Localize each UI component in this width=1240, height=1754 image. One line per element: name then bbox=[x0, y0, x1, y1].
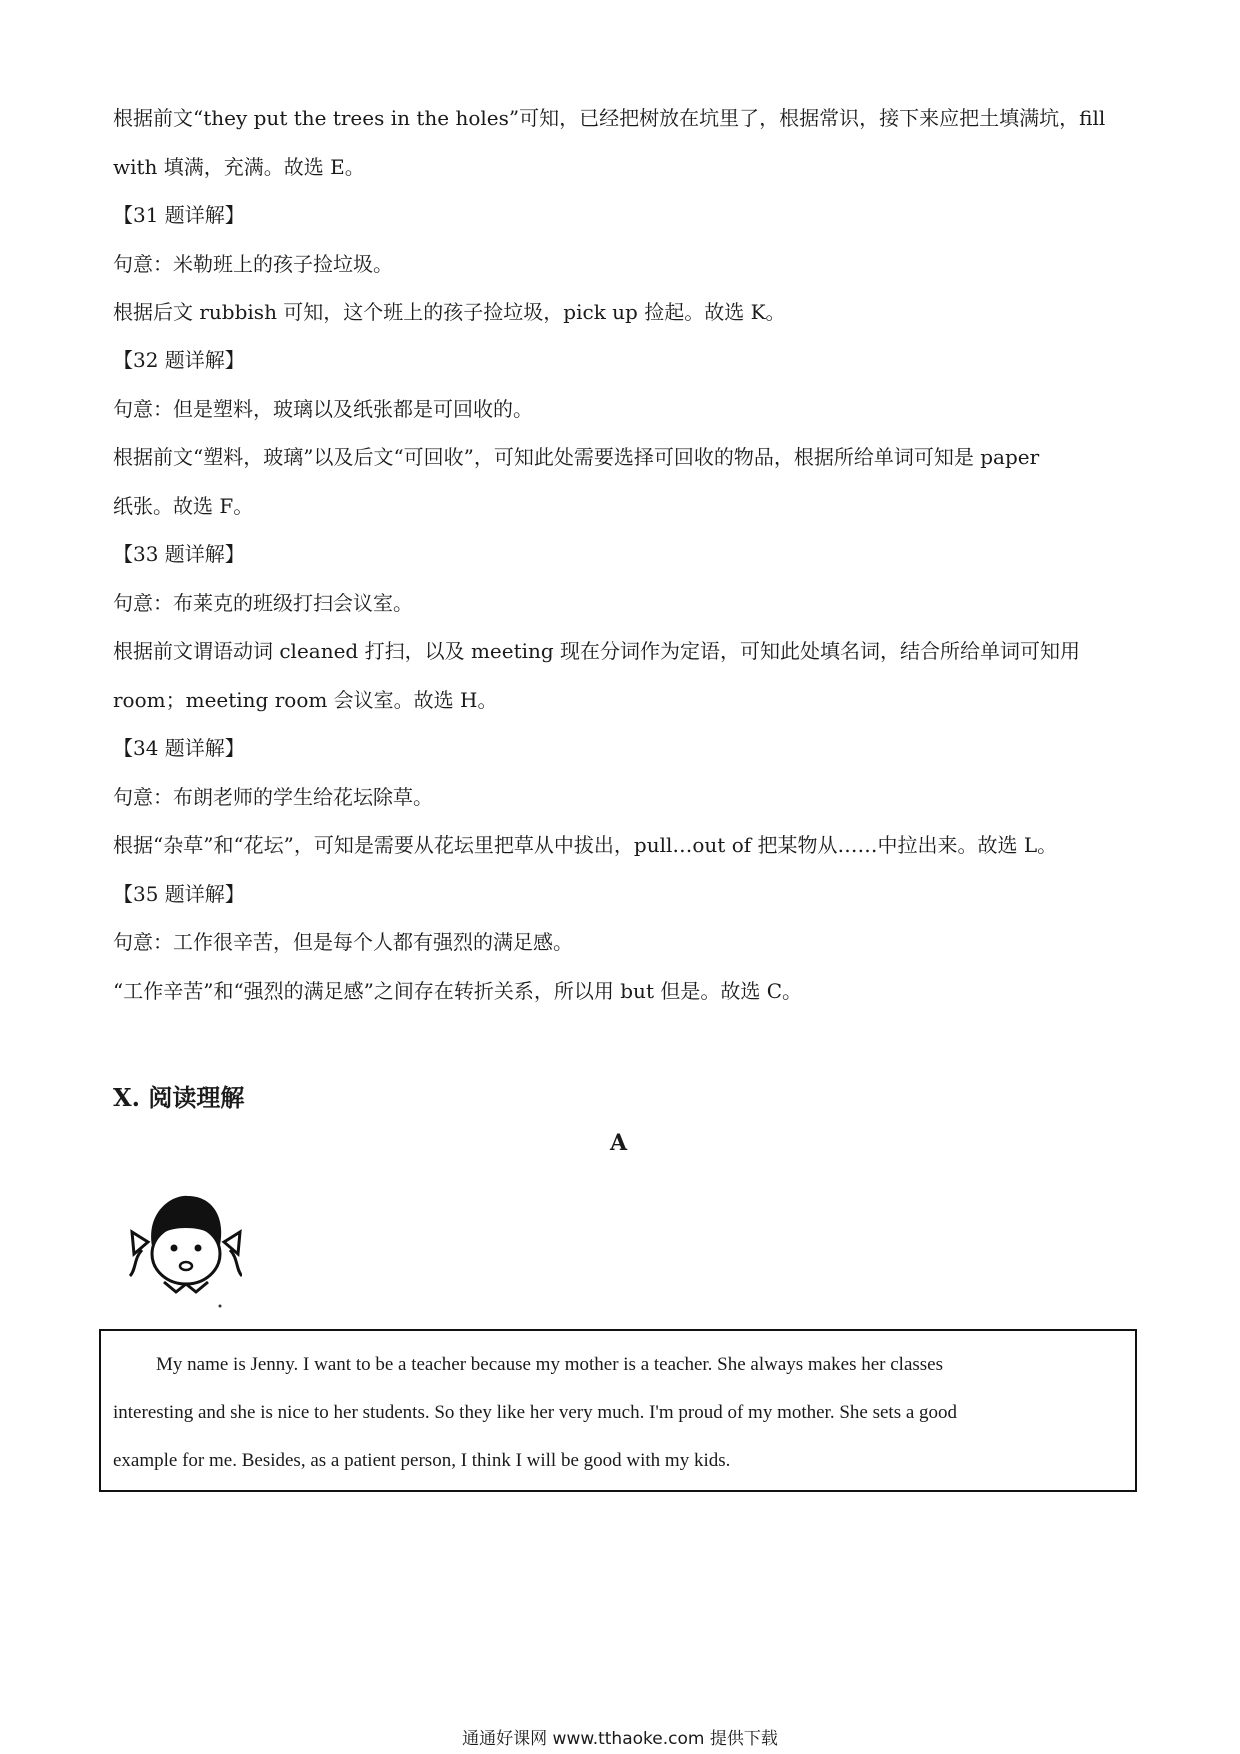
explanation-line: room；meeting room 会议室。故选 H。 bbox=[113, 688, 498, 712]
question-heading-31: 【31 题详解】 bbox=[113, 203, 245, 227]
explanation-line: 句意：米勒班上的孩子捡垃圾。 bbox=[113, 252, 393, 276]
explanation-line: “工作辛苦”和“强烈的满足感”之间存在转折关系，所以用 but 但是。故选 C。 bbox=[113, 979, 802, 1003]
explanation-line: 句意：布莱克的班级打扫会议室。 bbox=[113, 591, 413, 615]
explanation-line: 纸张。故选 F。 bbox=[113, 494, 254, 518]
explanation-line: 根据前文“塑料，玻璃”以及后文“可回收”，可知此处需要选择可回收的物品，根据所给单词可知是 paper bbox=[113, 445, 1040, 469]
explanation-line: 句意：但是塑料，玻璃以及纸张都是可回收的。 bbox=[113, 397, 533, 421]
explanation-line: with 填满，充满。故选 E。 bbox=[113, 155, 365, 179]
passage-box bbox=[99, 1329, 1137, 1492]
footer-watermark: 通通好课网 www.tthaoke.com 提供下载 bbox=[462, 1729, 778, 1749]
question-heading-32: 【32 题详解】 bbox=[113, 348, 245, 372]
passage-line: My name is Jenny. I want to be a teacher because my mother is a teacher. She always makes her classes bbox=[156, 1354, 943, 1375]
question-heading-35: 【35 题详解】 bbox=[113, 882, 245, 906]
explanation-line: 句意：工作很辛苦，但是每个人都有强烈的满足感。 bbox=[113, 930, 573, 954]
passage-line: example for me. Besides, as a patient person, I think I will be good with my kids. bbox=[113, 1450, 731, 1471]
section-title: X. 阅读理解 bbox=[113, 1083, 245, 1112]
passage-label: A bbox=[610, 1130, 628, 1156]
explanation-line: 根据“杂草”和“花坛”，可知是需要从花坛里把草从中拔出，pull…out of 把某物从……中拉出来。故选 L。 bbox=[113, 833, 1058, 857]
explanation-line: 句意：布朗老师的学生给花坛除草。 bbox=[113, 785, 433, 809]
question-heading-33: 【33 题详解】 bbox=[113, 542, 245, 566]
passage-line: interesting and she is nice to her students. So they like her very much. I'm proud of my mother. She sets a good bbox=[113, 1402, 958, 1423]
explanation-line: 根据后文 rubbish 可知，这个班上的孩子捡垃圾，pick up 捡起。故选 K。 bbox=[113, 300, 786, 324]
girl-illustration bbox=[124, 1188, 242, 1310]
explanation-line: 根据前文谓语动词 cleaned 打扫，以及 meeting 现在分词作为定语，可知此处填名词，结合所给单词可知用 bbox=[113, 639, 1081, 663]
explanation-line: 根据前文“they put the trees in the holes”可知，已经把树放在坑里了，根据常识，接下来应把土填满坑，fill bbox=[113, 106, 1106, 130]
question-heading-34: 【34 题详解】 bbox=[113, 736, 245, 760]
